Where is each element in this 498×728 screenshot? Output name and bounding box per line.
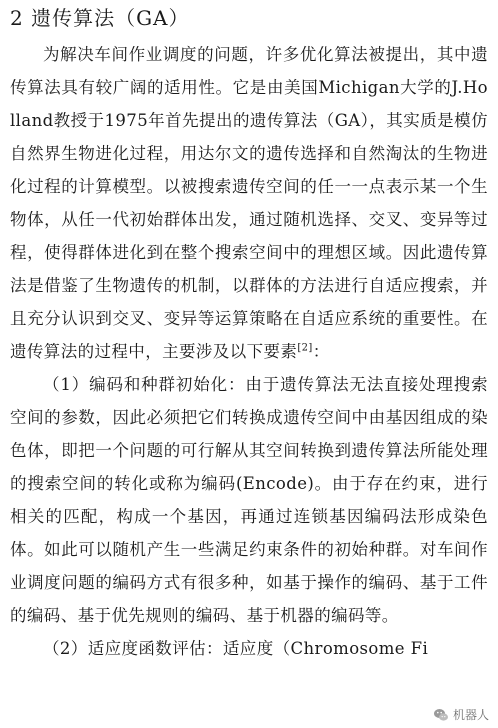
paragraph-encoding: （1）编码和种群初始化：由于遗传算法无法直接处理搜索空间的参数，因此必须把它们转换成遗传空间中由基因组成的染色体，即把一个问题的可行解从其空间转换到遗传算法所能处理的搜索空间的转化或称为编码(Encode)。由于存在约束，进行相关的匹配，构成一个基因，再通过连锁基因编码法形成染色体。如此可以随机产生一些满足约束条件的初始种群。对车间作业调度问题的编码方式有很多种，如基于操作的编码、基于工件的编码、基于优先规则的编码、基于机器的编码等。 bbox=[10, 375, 488, 625]
watermark-text: 机器人 bbox=[452, 708, 489, 722]
paragraph-intro-text: 为解决车间作业调度的问题，许多优化算法被提出，其中遗传算法具有较广阔的适用性。它是由美国Michigan大学的J.Holland教授于1975年首先提出的遗传算法（GA），其实质是模仿自然界生物进化过程，用达尔文的遗传选择和自然淘汰的生物进化过程的计算模型。以被搜索遗传空间的任一一点表示某一个生物体，从任一代初始群体出发，通过随机选择、交叉、变异等过程，使得群体进化到在整个搜索空间中的理想区域。因此遗传算法是借鉴了生物遗传的机制，以群体的方法进行自适应搜索，并且充分认识到交叉、变异等运算策略在自适应系统的重要性。在遗传算法的过程中，主要涉及以下要素 bbox=[10, 45, 488, 361]
citation-ref[interactable]: [2] bbox=[297, 342, 313, 354]
paragraph-fitness: （2）适应度函数评估：适应度（Chromosome Fi bbox=[43, 639, 429, 658]
watermark bbox=[430, 705, 492, 724]
wechat-icon bbox=[433, 707, 449, 723]
paragraph-intro bbox=[10, 38, 488, 368]
paragraph-intro-tail: ： bbox=[312, 342, 330, 361]
section-title: 2 遗传算法（GA） bbox=[10, 6, 190, 30]
